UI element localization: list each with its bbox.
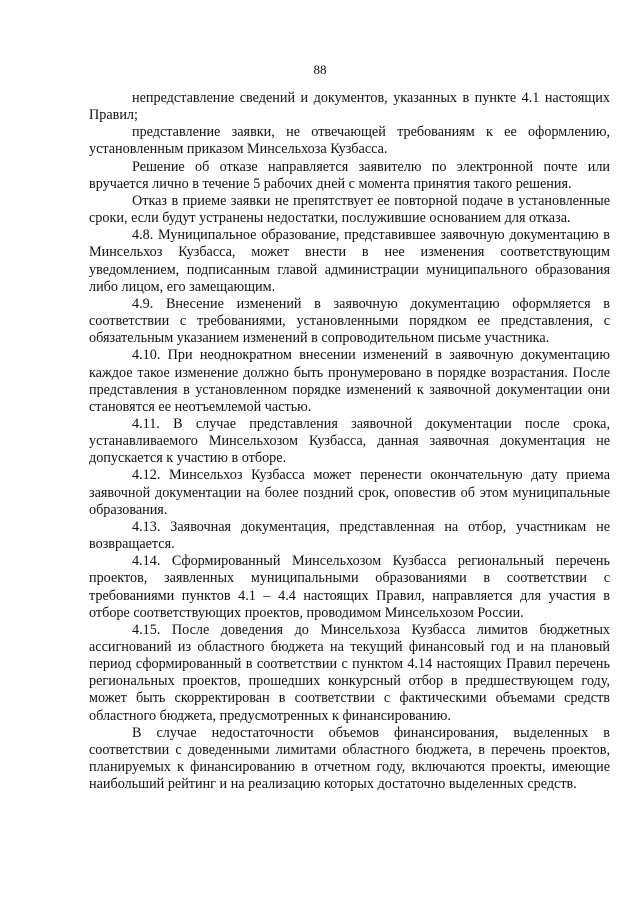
paragraph-section-4-9: 4.9. Внесение изменений в заявочную документацию оформляется в соответствии с требованиями, установленными порядком ее представления, с обязательным указанием изменений в сопроводительном письме участника. xyxy=(89,295,610,347)
paragraph: В случае недостаточности объемов финансирования, выделенных в соответствии с доведенными лимитами областного бюджета, в перечень проектов, планируемых к финансированию в отчетном году, включаются проекты, имеющие наибольший рейтинг и на реализацию которых достаточно выделенных средств. xyxy=(89,724,610,793)
paragraph-section-4-10: 4.10. При неоднократном внесении изменений в заявочную документацию каждое такое изменение должно быть пронумеровано в порядке возрастания. После представления в установленном порядке изменений к заявочной документации они становятся ее неотъемлемой частью. xyxy=(89,347,610,415)
document-body xyxy=(89,90,610,793)
paragraph: представление заявки, не отвечающей требованиям к ее оформлению, установленным приказом Минсельхоза Кузбасса. xyxy=(89,124,610,158)
paragraph-section-4-8: 4.8. Муниципальное образование, представившее заявочную документацию в Минсельхоз Кузбасса, может внести в нее изменения соответствующим уведомлением, подписанным главой администрации муниципального образования либо лицом, его замещающим. xyxy=(89,227,610,295)
paragraph-section-4-15: 4.15. После доведения до Минсельхоза Кузбасса лимитов бюджетных ассигнований из областного бюджета на текущий финансовый год и на плановый период сформированный в соответствии с пунктом 4.14 настоящих Правил перечень региональных проектов, прошедших конкурсный отбор в предшествующем году, может быть скорректирован в соответствии с фактическими объемами средств областного бюджета, предусмотренных к финансированию. xyxy=(89,621,610,724)
paragraph: Решение об отказе направляется заявителю по электронной почте или вручается лично в течение 5 рабочих дней с момента принятия такого решения. xyxy=(89,158,610,192)
paragraph: непредставление сведений и документов, указанных в пункте 4.1 настоящих Правил; xyxy=(89,90,610,124)
paragraph-section-4-12: 4.12. Минсельхоз Кузбасса может перенести окончательную дату приема заявочной документации на более поздний срок, оповестив об этом муниципальные образования. xyxy=(89,467,610,518)
paragraph: Отказ в приеме заявки не препятствует ее повторной подаче в установленные сроки, если будут устранены недостатки, послужившие основанием для отказа. xyxy=(89,192,610,227)
paragraph-section-4-14: 4.14. Сформированный Минсельхозом Кузбасса региональный перечень проектов, заявленных муниципальными образованиями в соответствии с требованиями пунктов 4.1 – 4.4 настоящих Правил, направляется для участия в отборе соответствующих проектов, проводимом Минсельхозом России. xyxy=(89,553,610,621)
paragraph-section-4-11: 4.11. В случае представления заявочной документации после срока, устанавливаемого Минсельхозом Кузбасса, данная заявочная документация не допускается к участию в отборе. xyxy=(89,415,610,467)
paragraph-section-4-13: 4.13. Заявочная документация, представленная на отбор, участникам не возвращается. xyxy=(89,518,610,553)
page-number: 88 xyxy=(313,62,327,77)
